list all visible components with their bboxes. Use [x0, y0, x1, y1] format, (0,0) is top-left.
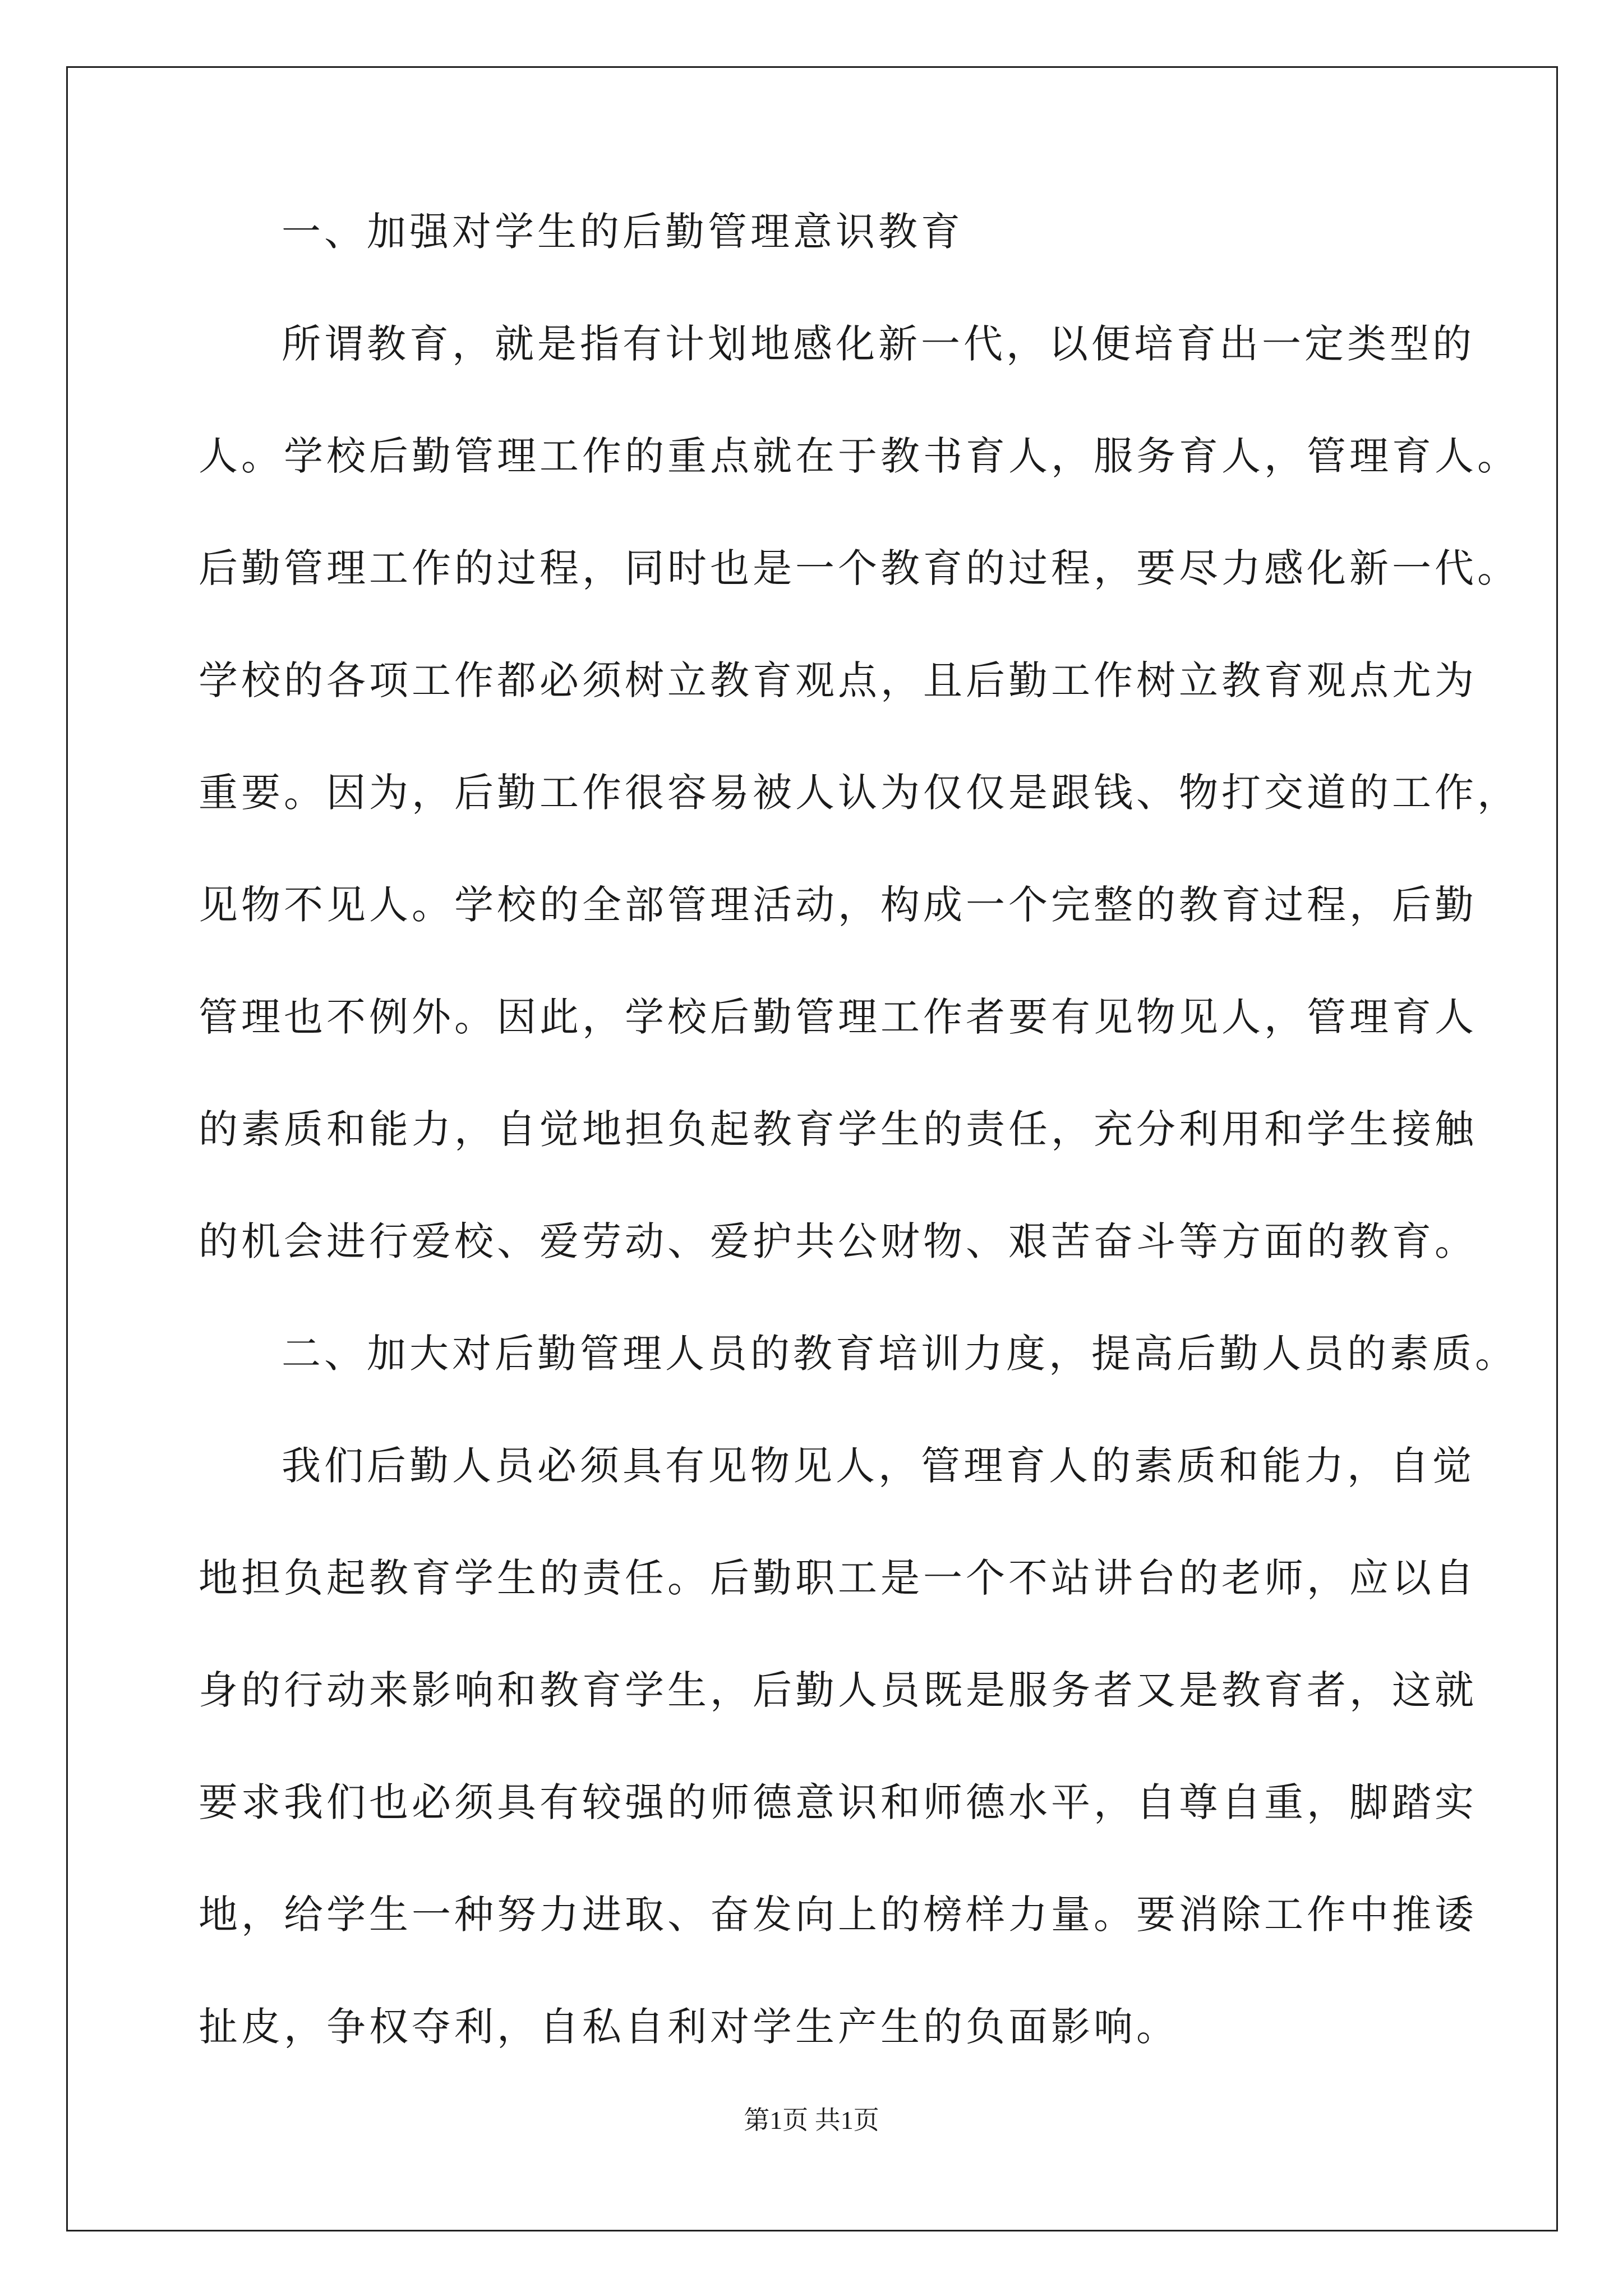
paragraph-line: 地，给学生一种努力进取、奋发向上的榜样力量。要消除工作中推诿	[199, 1892, 1477, 1938]
paragraph-line: 见物不见人。学校的全部管理活动，构成一个完整的教育过程，后勤	[199, 882, 1477, 928]
paragraph-line: 身的行动来影响和教育学生，后勤人员既是服务者又是教育者，这就	[199, 1667, 1477, 1713]
paragraph-line: 管理也不例外。因此，学校后勤管理工作者要有见物见人，管理育人	[199, 994, 1477, 1040]
paragraph-line: 的素质和能力，自觉地担负起教育学生的责任，充分利用和学生接触	[199, 1106, 1477, 1152]
paragraph-line: 我们后勤人员必须具有见物见人，管理育人的素质和能力，自觉	[282, 1443, 1475, 1489]
paragraph-line: 后勤管理工作的过程，同时也是一个教育的过程，要尽力感化新一代。	[199, 545, 1520, 591]
paragraph-line: 学校的各项工作都必须树立教育观点，且后勤工作树立教育观点尤为	[199, 657, 1477, 703]
heading-section-2: 二、加大对后勤管理人员的教育培训力度，提高后勤人员的素质。	[282, 1331, 1518, 1377]
paragraph-line: 人。学校后勤管理工作的重点就在于教书育人，服务育人，管理育人。	[199, 433, 1520, 479]
paragraph-line: 要求我们也必须具有较强的师德意识和师德水平，自尊自重，脚踏实	[199, 1779, 1477, 1825]
heading-section-1: 一、加强对学生的后勤管理意识教育	[282, 209, 963, 255]
paragraph-line: 的机会进行爱校、爱劳动、爱护共公财物、艰苦奋斗等方面的教育。	[199, 1218, 1477, 1264]
page-footer: 第1页 共1页	[744, 2106, 879, 2134]
paragraph-line: 扯皮，争权夺利，自私自利对学生产生的负面影响。	[199, 2004, 1179, 2050]
paragraph-line: 所谓教育，就是指有计划地感化新一代，以便培育出一定类型的	[282, 321, 1475, 367]
paragraph-line: 地担负起教育学生的责任。后勤职工是一个不站讲台的老师，应以自	[199, 1555, 1477, 1601]
paragraph-line: 重要。因为，后勤工作很容易被人认为仅仅是跟钱、物打交道的工作，	[199, 770, 1520, 816]
